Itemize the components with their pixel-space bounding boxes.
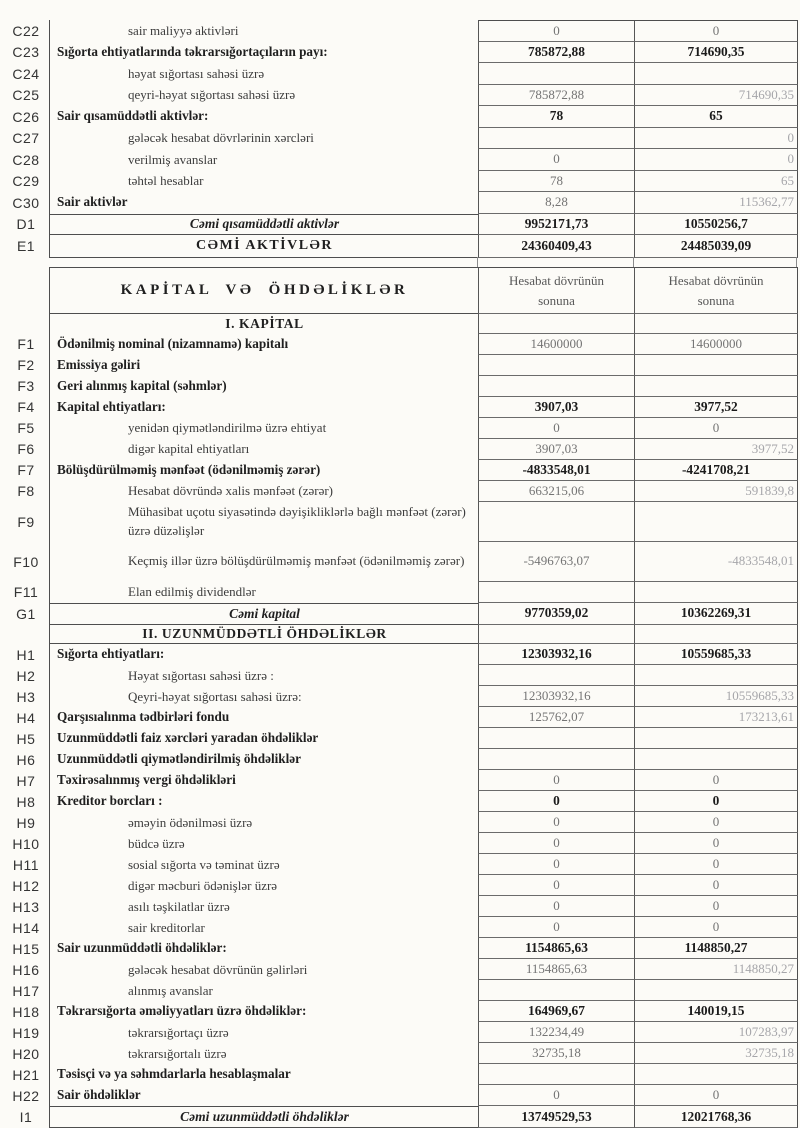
row-label: təkrarsığortaçı üzrə	[49, 1022, 478, 1043]
value-col1: 0	[478, 875, 634, 896]
row-H6	[3, 749, 798, 770]
row-F8	[3, 481, 798, 502]
value-col1: 12303932,16	[478, 644, 634, 665]
row-code: H1	[16, 646, 36, 663]
row-code: F1	[17, 336, 35, 352]
row-code: H2	[16, 667, 36, 684]
row-label: Sair uzunmüddətli öhdəliklər:	[49, 938, 478, 959]
row-label: büdcə üzrə	[49, 833, 478, 854]
row-code: F4	[17, 399, 35, 415]
row-code: H7	[16, 772, 36, 789]
row-label: Bölüşdürülməmiş mənfəət (ödənilməmiş zərər)	[49, 460, 478, 481]
assets-table	[3, 20, 798, 258]
row-label: gələcək hesabat dövrlərinin xərcləri	[49, 128, 478, 150]
value-col1: 125762,07	[478, 707, 634, 728]
value-col2: 0	[634, 854, 798, 875]
value-col2	[634, 502, 798, 542]
row-label: Kapital ehtiyatları:	[49, 397, 478, 418]
value-col1	[478, 63, 634, 85]
row-label: Geri alınmış kapital (səhmlər)	[49, 376, 478, 397]
value-col1: 0	[478, 1085, 634, 1106]
row-label: Keçmiş illər üzrə bölüşdürülməmiş mənfəət (ödənilməmiş zərər)	[49, 542, 478, 582]
row-code: H3	[16, 688, 36, 705]
period-column-header-2-label: Hesabat dövrünün sonuna	[668, 273, 764, 308]
row-code: H19	[12, 1024, 40, 1041]
value-col1: 78	[478, 106, 634, 128]
row-label: Təxirəsalınmış vergi öhdəlikləri	[49, 770, 478, 791]
row-C25	[3, 85, 798, 107]
value-col1: 14600000	[478, 334, 634, 355]
row-H4	[3, 707, 798, 728]
row-label: Hesabat dövründə xalis mənfəət (zərər)	[49, 481, 478, 502]
value-col1	[478, 1064, 634, 1085]
value-col2	[634, 1064, 798, 1085]
row-code: F3	[17, 378, 35, 394]
row-label: yenidən qiymətləndirilmə üzrə ehtiyat	[49, 418, 478, 439]
value-col1	[478, 128, 634, 150]
row-code: H6	[16, 751, 36, 768]
row-H8	[3, 791, 798, 812]
row-label: Sair öhdəliklər	[49, 1085, 478, 1106]
value-col2: 24485039,09	[634, 235, 798, 258]
value-col1: 0	[478, 896, 634, 917]
row-H11	[3, 854, 798, 875]
row-code: H9	[16, 814, 36, 831]
row-H16	[3, 959, 798, 980]
row-label: digər məcburi ödənişlər üzrə	[49, 875, 478, 896]
value-col2: 0	[634, 770, 798, 791]
row-label: II. UZUNMÜDDƏTLİ ÖHDƏLİKLƏR	[49, 625, 478, 645]
row-H22	[3, 1085, 798, 1106]
row-H17	[3, 980, 798, 1001]
value-col2: 140019,15	[634, 1001, 798, 1022]
row-C29	[3, 171, 798, 193]
row-code: H16	[12, 961, 40, 978]
row-label: Cəmi kapital	[49, 603, 478, 625]
value-col2: 173213,61	[634, 707, 798, 728]
column-divider-stub	[796, 257, 797, 267]
row-code: H13	[12, 898, 40, 915]
row-H9	[3, 812, 798, 833]
capital-liabilities-table	[3, 267, 798, 1128]
row-code: H20	[12, 1045, 40, 1062]
row-code: E1	[16, 238, 36, 255]
row-code	[3, 625, 49, 645]
row-code: H14	[12, 919, 40, 936]
row-code: H5	[16, 730, 36, 747]
value-col2: 0	[634, 812, 798, 833]
row-label: sair maliyyə aktivləri	[49, 20, 478, 42]
value-col2: 10559685,33	[634, 644, 798, 665]
row-C30	[3, 192, 798, 214]
row-C26	[3, 106, 798, 128]
value-col1: 0	[478, 418, 634, 439]
row-E1	[3, 235, 798, 258]
row-label: Elan edilmiş dividendlər	[49, 582, 478, 603]
value-col2: 115362,77	[634, 192, 798, 214]
value-col2: 1148850,27	[634, 938, 798, 959]
value-col1: 785872,88	[478, 85, 634, 107]
row-label: Təsisçi və ya səhmdarlarla hesablaşmalar	[49, 1064, 478, 1085]
value-col2: 32735,18	[634, 1043, 798, 1064]
row-H12	[3, 875, 798, 896]
row-F6	[3, 439, 798, 460]
row-code: C26	[12, 108, 40, 125]
row-C22	[3, 20, 798, 42]
row-H14	[3, 917, 798, 938]
value-col2	[634, 665, 798, 686]
value-col1: 9770359,02	[478, 603, 634, 625]
value-col1: 663215,06	[478, 481, 634, 502]
value-col1	[478, 980, 634, 1001]
value-col1: -5496763,07	[478, 542, 634, 582]
value-col2	[634, 582, 798, 603]
row-H1	[3, 644, 798, 665]
row-F5	[3, 418, 798, 439]
row-label: Kreditor borcları :	[49, 791, 478, 812]
value-col1: 32735,18	[478, 1043, 634, 1064]
value-col1	[478, 376, 634, 397]
row-label: həyat sığortası sahəsi üzrə	[49, 63, 478, 85]
row-H3	[3, 686, 798, 707]
value-col2: 3977,52	[634, 397, 798, 418]
row-label: təkrarsığortalı üzrə	[49, 1043, 478, 1064]
value-col2: 107283,97	[634, 1022, 798, 1043]
row-label: digər kapital ehtiyatları	[49, 439, 478, 460]
period-column-header-1	[478, 267, 634, 314]
row-H21	[3, 1064, 798, 1085]
value-col1	[478, 355, 634, 376]
row-label: əməyin ödənilməsi üzrə	[49, 812, 478, 833]
value-col2: 0	[634, 833, 798, 854]
row-code: H10	[12, 835, 40, 852]
value-col1: 0	[478, 149, 634, 171]
row-label: Qarşısıalınma tədbirləri fondu	[49, 707, 478, 728]
value-col2: 0	[634, 20, 798, 42]
value-col1	[478, 728, 634, 749]
value-col1	[478, 665, 634, 686]
row-F10	[3, 542, 798, 582]
row-code: C28	[12, 151, 40, 168]
value-col2: -4241708,21	[634, 460, 798, 481]
row-code	[3, 314, 49, 334]
row-label: Mühasibat uçotu siyasətində dəyişikliklərlə bağlı mənfəət (zərər) üzrə düzəlişlər	[49, 502, 478, 542]
header-code-spacer	[3, 267, 49, 314]
row-code: H11	[12, 856, 40, 873]
row-label: Cəmi qısamüddətli aktivlər	[49, 214, 478, 236]
row-label: Sair qısamüddətli aktivlər:	[49, 106, 478, 128]
value-col1: -4833548,01	[478, 460, 634, 481]
value-col1: 24360409,43	[478, 235, 634, 258]
value-col2: 0	[634, 896, 798, 917]
value-col2: 1148850,27	[634, 959, 798, 980]
row-code: C24	[12, 65, 40, 82]
row-code: H22	[12, 1087, 40, 1104]
value-col1: 1154865,63	[478, 959, 634, 980]
row-code: C22	[12, 22, 40, 39]
row-H5	[3, 728, 798, 749]
value-col2	[634, 63, 798, 85]
value-col2: 591839,8	[634, 481, 798, 502]
row-label: Sığorta ehtiyatları:	[49, 644, 478, 665]
value-col1: 785872,88	[478, 42, 634, 64]
value-col1: 0	[478, 791, 634, 812]
row-H20	[3, 1043, 798, 1064]
row-G1	[3, 603, 798, 625]
row-D1	[3, 214, 798, 236]
row-label: asılı təşkilatlar üzrə	[49, 896, 478, 917]
row-code: F11	[13, 584, 39, 600]
row-label: Sair aktivlər	[49, 192, 478, 214]
value-col2: 0	[634, 1085, 798, 1106]
column-divider-stub	[633, 257, 634, 267]
row-H10	[3, 833, 798, 854]
row-code: F2	[17, 357, 35, 373]
row-label: Ödənilmiş nominal (nizamnamə) kapitalı	[49, 334, 478, 355]
row-code: F6	[17, 441, 35, 457]
row-section-0	[3, 314, 798, 334]
row-H13	[3, 896, 798, 917]
value-col2: 0	[634, 875, 798, 896]
row-C24	[3, 63, 798, 85]
row-label: Uzunmüddətli faiz xərcləri yaradan öhdəliklər	[49, 728, 478, 749]
row-F3	[3, 376, 798, 397]
value-col2: 14600000	[634, 334, 798, 355]
row-C27	[3, 128, 798, 150]
value-col1: 0	[478, 917, 634, 938]
value-col1: 12303932,16	[478, 686, 634, 707]
row-label: sosial sığorta və təminat üzrə	[49, 854, 478, 875]
value-col1	[478, 314, 634, 334]
row-label: I. KAPİTAL	[49, 314, 478, 334]
value-col1: 1154865,63	[478, 938, 634, 959]
row-code: H21	[12, 1066, 40, 1083]
row-label: CƏMİ AKTİVLƏR	[49, 235, 478, 258]
value-col2	[634, 376, 798, 397]
row-code: C30	[12, 194, 40, 211]
value-col1: 78	[478, 171, 634, 193]
value-col1: 3907,03	[478, 397, 634, 418]
value-col1	[478, 749, 634, 770]
value-col2: 714690,35	[634, 85, 798, 107]
capital-liabilities-title: KAPİTAL VƏ ÖHDƏLİKLƏR	[49, 267, 478, 314]
row-label: Təkrarsığorta əməliyyatları üzrə öhdəliklər:	[49, 1001, 478, 1022]
period-column-header-1-label: Hesabat dövrünün sonuna	[509, 273, 604, 308]
capital-liabilities-header-row	[3, 267, 798, 314]
row-code: D1	[16, 216, 36, 233]
row-label: təhtəl hesablar	[49, 171, 478, 193]
value-col1	[478, 502, 634, 542]
value-col2: 10559685,33	[634, 686, 798, 707]
row-I1	[3, 1106, 798, 1128]
value-col2	[634, 314, 798, 334]
value-col1	[478, 625, 634, 645]
row-code: H8	[16, 793, 36, 810]
value-col1: 3907,03	[478, 439, 634, 460]
row-code: F5	[17, 420, 35, 436]
value-col2: 10362269,31	[634, 603, 798, 625]
value-col2: 0	[634, 128, 798, 150]
row-H15	[3, 938, 798, 959]
value-col2: -4833548,01	[634, 542, 798, 582]
value-col2: 0	[634, 418, 798, 439]
value-col1: 132234,49	[478, 1022, 634, 1043]
value-col2	[634, 749, 798, 770]
row-code: C25	[12, 87, 40, 104]
value-col1: 13749529,53	[478, 1106, 634, 1128]
value-col2	[634, 625, 798, 645]
row-code: C23	[12, 44, 40, 61]
row-label: verilmiş avanslar	[49, 149, 478, 171]
value-col1: 0	[478, 20, 634, 42]
period-column-header-2	[634, 267, 798, 314]
row-code: H17	[12, 982, 40, 999]
value-col1: 0	[478, 812, 634, 833]
row-H19	[3, 1022, 798, 1043]
row-code: H4	[16, 709, 36, 726]
row-code: C27	[12, 130, 40, 147]
value-col1: 0	[478, 770, 634, 791]
value-col1: 164969,67	[478, 1001, 634, 1022]
value-col1: 0	[478, 854, 634, 875]
row-section-13	[3, 625, 798, 645]
value-col1: 9952171,73	[478, 214, 634, 236]
row-code: G1	[16, 605, 36, 622]
row-label: Sığorta ehtiyatlarında təkrarsığortaçıların payı:	[49, 42, 478, 64]
row-code: C29	[12, 173, 40, 190]
row-code: F8	[17, 483, 35, 499]
value-col2	[634, 980, 798, 1001]
row-label: Qeyri-həyat sığortası sahəsi üzrə:	[49, 686, 478, 707]
row-H7	[3, 770, 798, 791]
value-col2: 714690,35	[634, 42, 798, 64]
row-F7	[3, 460, 798, 481]
row-H18	[3, 1001, 798, 1022]
row-F11	[3, 582, 798, 603]
value-col2: 3977,52	[634, 439, 798, 460]
value-col2: 65	[634, 106, 798, 128]
row-label: sair kreditorlar	[49, 917, 478, 938]
value-col1	[478, 582, 634, 603]
row-code: H18	[12, 1003, 40, 1020]
row-F2	[3, 355, 798, 376]
row-code: F9	[17, 513, 35, 530]
row-label: Həyat sığortası sahəsi üzrə :	[49, 665, 478, 686]
value-col2: 10550256,7	[634, 214, 798, 236]
row-C23	[3, 42, 798, 64]
row-label: gələcək hesabat dövrünün gəlirləri	[49, 959, 478, 980]
row-label: Emissiya gəliri	[49, 355, 478, 376]
value-col2: 0	[634, 917, 798, 938]
value-col2	[634, 728, 798, 749]
row-code: F10	[13, 553, 39, 570]
value-col2: 0	[634, 791, 798, 812]
row-C28	[3, 149, 798, 171]
row-code: H12	[12, 877, 40, 894]
row-label: Uzunmüddətli qiymətləndirilmiş öhdəliklər	[49, 749, 478, 770]
value-col2: 12021768,36	[634, 1106, 798, 1128]
value-col1: 8,28	[478, 192, 634, 214]
row-label: alınmış avanslar	[49, 980, 478, 1001]
value-col2: 0	[634, 149, 798, 171]
column-divider-stub	[477, 257, 478, 267]
value-col2: 65	[634, 171, 798, 193]
row-F1	[3, 334, 798, 355]
row-code: I1	[19, 1109, 33, 1125]
row-label: Cəmi uzunmüddətli öhdəliklər	[49, 1106, 478, 1128]
row-label: qeyri-həyat sığortası sahəsi üzrə	[49, 85, 478, 107]
row-H2	[3, 665, 798, 686]
row-F9	[3, 502, 798, 542]
row-F4	[3, 397, 798, 418]
value-col1: 0	[478, 833, 634, 854]
value-col2	[634, 355, 798, 376]
row-code: F7	[17, 462, 35, 478]
row-code: H15	[12, 940, 40, 957]
